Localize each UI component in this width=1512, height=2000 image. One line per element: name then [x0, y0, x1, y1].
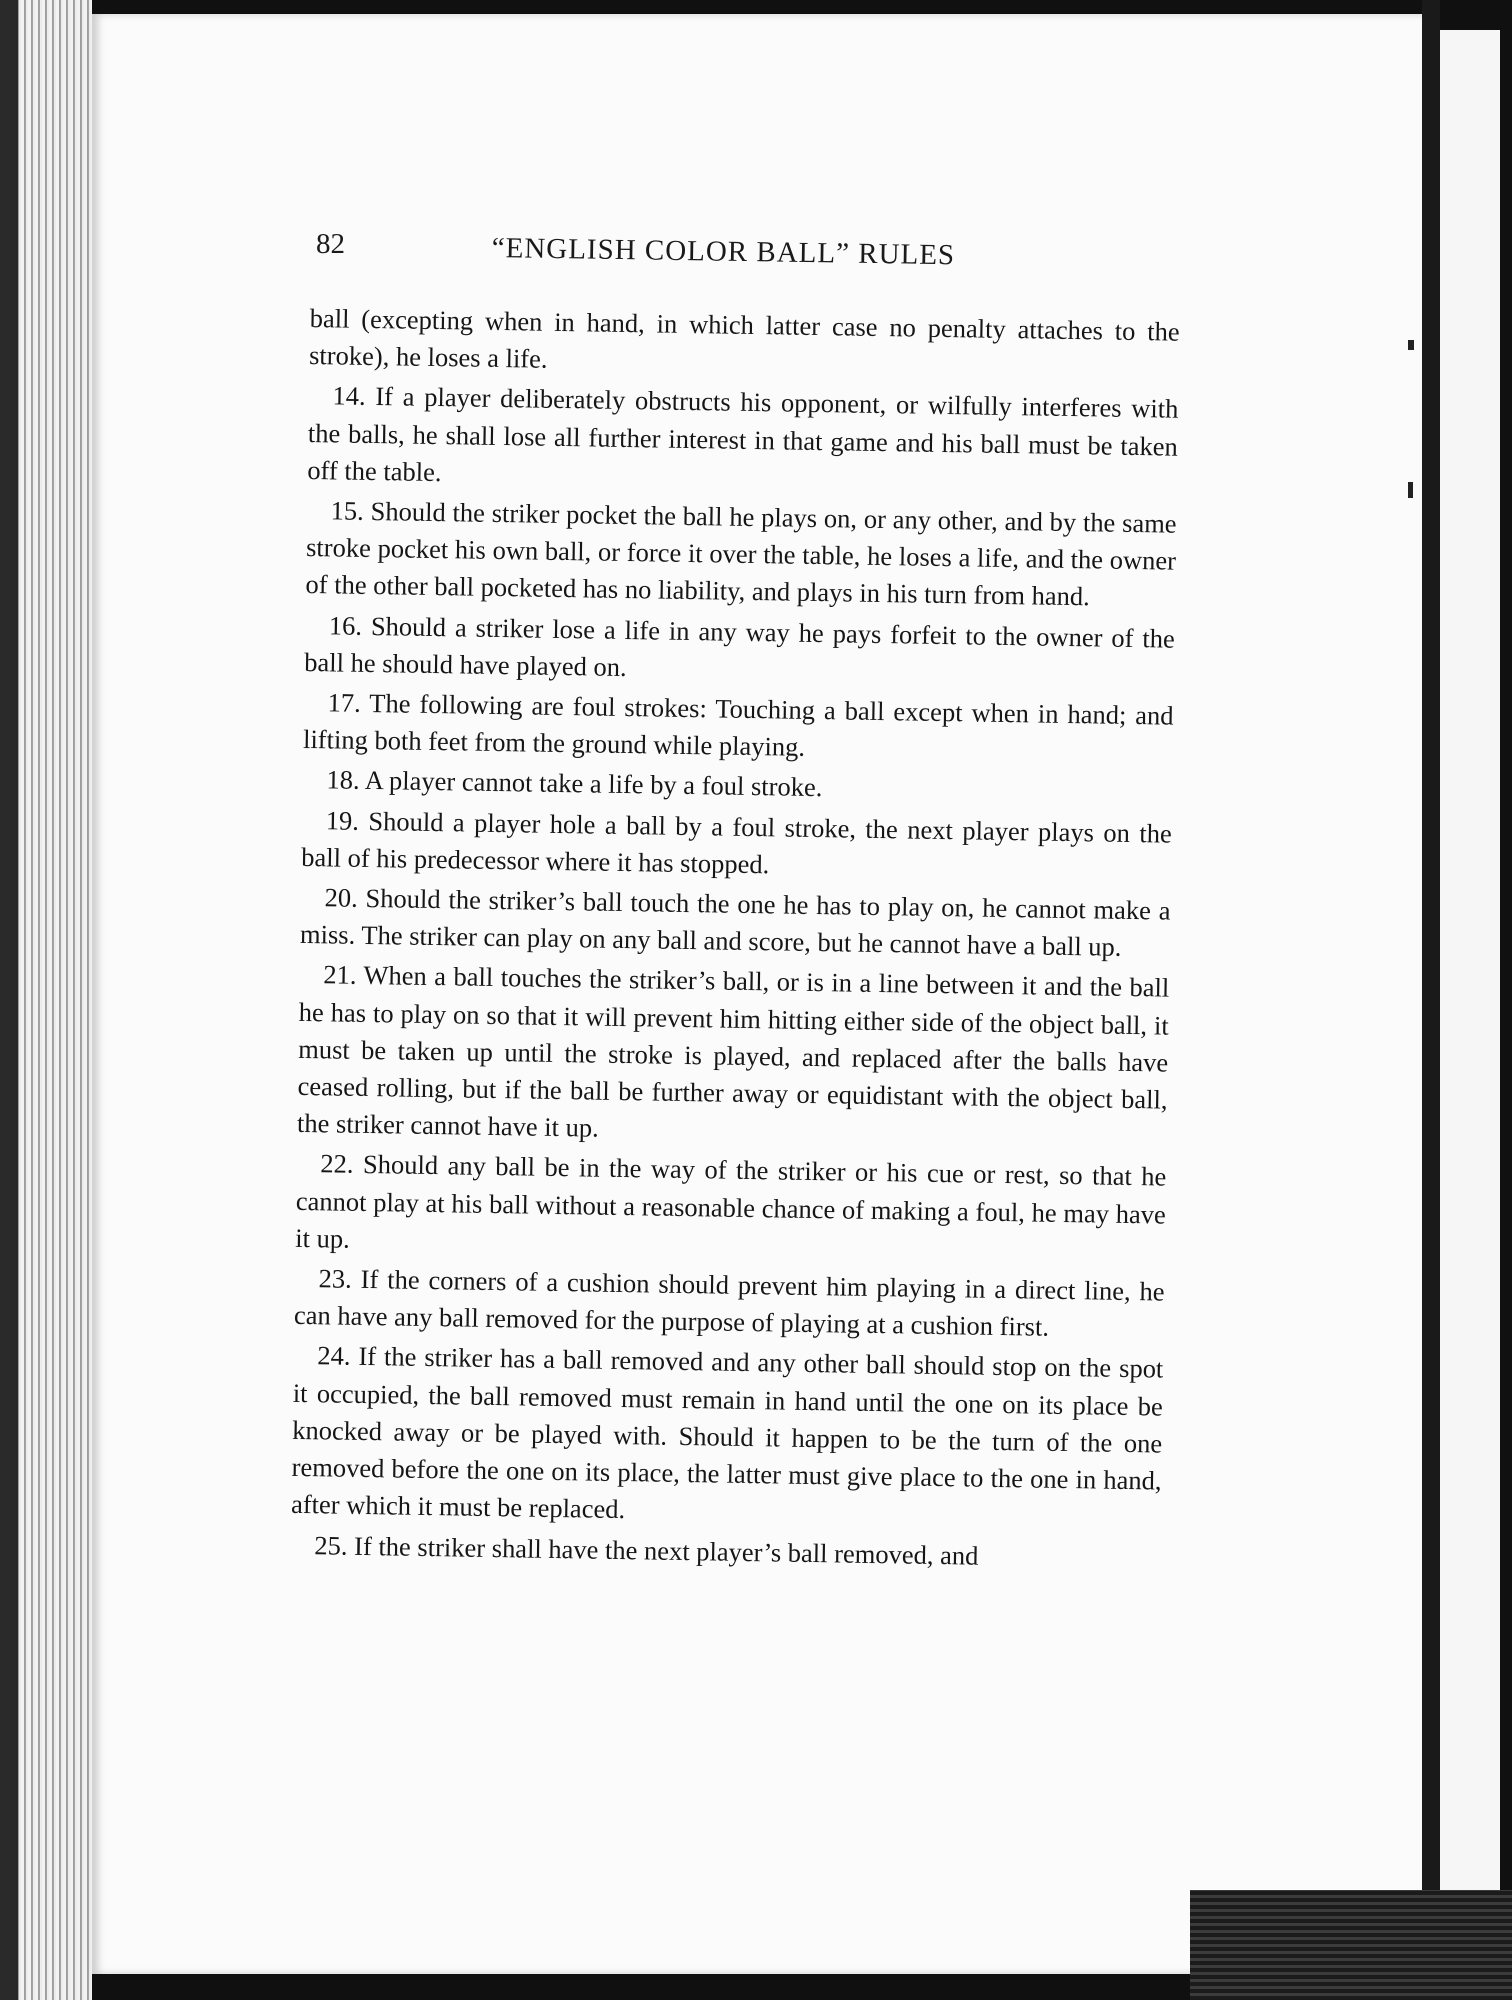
- running-title: “ENGLISH COLOR BALL” RULES: [491, 232, 956, 272]
- page-number: 82: [316, 228, 345, 260]
- rule-paragraph: 25. If the striker shall have the next player’s ball removed, and: [314, 1529, 979, 1571]
- rule-paragraph: 23. If the corners of a cushion should prevent him playing in a direct line, he can have any ball removed for the purpose of playing at a cushion first.: [293, 1263, 1165, 1343]
- rule-paragraph: 22. Should any ball be in the way of the striker or his cue or rest, so that he cannot play at his ball without a reasonable chance of making a foul, he may have it up.: [295, 1148, 1167, 1254]
- rule-paragraph: 24. If the striker has a ball removed and any other ball should stop on the spot it occupied, the ball removed must remain in hand until the one on its place be knocked away or be played with. Should it happen to be the turn of the one removed before the one on its place, the latter must give place to the one in hand, after which it must be replaced.: [290, 1340, 1164, 1525]
- book-gutter: [1422, 0, 1440, 2000]
- rule-paragraph: 16. Should a striker lose a life in any way he pays forfeit to the owner of the ball he should have played on.: [304, 609, 1176, 682]
- body-text: [290, 300, 1180, 1580]
- rule-paragraph: 18. A player cannot take a life by a foul stroke.: [326, 764, 823, 803]
- page-header: [316, 228, 1016, 278]
- scan-bed-edge: [1190, 1890, 1512, 2000]
- rule-paragraph: 14. If a player deliberately obstructs his opponent, or wilfully interferes with the balls, he shall lose all further interest in that game and his ball must be taken off the table.: [307, 380, 1179, 487]
- rule-paragraph: 20. Should the striker’s ball touch the one he has to play on, he cannot make a miss. The striker can play on any ball and score, but he cannot have a ball up.: [299, 882, 1171, 963]
- rule-paragraph: 21. When a ball touches the striker’s ball, or is in a line between it and the ball he has to play on so that it will prevent him hitting either side of the object ball, it must be taken up until the stroke is played, and replaced after the balls have ceased rolling, but if the ball be further away or equidistant with the object ball, the striker cannot have it up.: [296, 959, 1170, 1143]
- continuation-paragraph: ball (excepting when in hand, in which latter case no penalty attaches to the stroke), he loses a life.: [308, 302, 1180, 374]
- scan-speck: [1408, 482, 1413, 498]
- rule-paragraph: 19. Should a player hole a ball by a foul stroke, the next player plays on the ball of his predecessor where it has stopped.: [301, 804, 1172, 880]
- scan-speck: [1408, 340, 1414, 350]
- rule-paragraph: 15. Should the striker pocket the ball he plays on, or any other, and by the same stroke pocket his own ball, or force it over the table, he loses a life, and the owner of the other ball pocketed has no liability, and plays in his turn from hand.: [305, 495, 1177, 612]
- rule-paragraph: 17. The following are foul strokes: Touching a ball except when in hand; and lifting both feet from the ground while playing.: [302, 687, 1174, 763]
- next-page-edge: [1440, 30, 1500, 1990]
- book-spine-shadow: [0, 0, 18, 2000]
